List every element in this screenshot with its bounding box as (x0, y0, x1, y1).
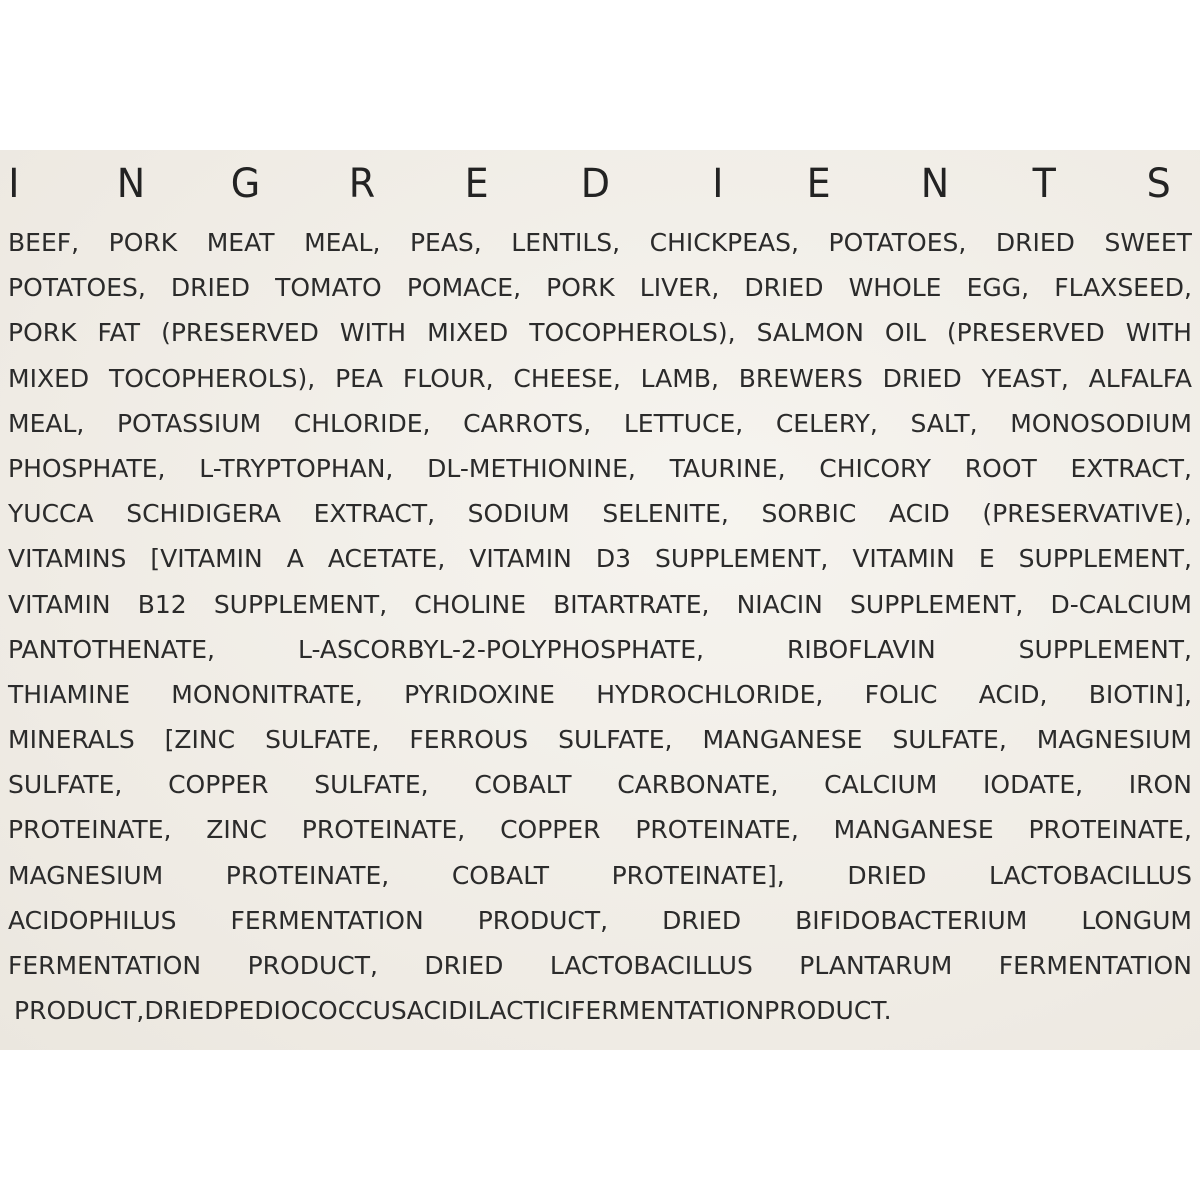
ingredient-word: LACTOBACILLUS (549, 951, 753, 980)
ingredients-list (8, 220, 1192, 1033)
ingredient-word: SUPPLEMENT, (213, 589, 388, 619)
ingredient-word: CELERY, (775, 408, 878, 438)
ingredient-word: (PRESERVATIVE), (982, 499, 1192, 529)
ingredient-word: FERMENTATION (998, 951, 1192, 980)
heading-letter: E (464, 161, 489, 207)
heading-letter: G (230, 161, 261, 207)
ingredient-line (8, 310, 1192, 355)
ingredient-word: SWEET (1104, 228, 1192, 257)
ingredient-word: ACIDILACTICI (406, 996, 572, 1026)
ingredient-word: MONOSODIUM (1010, 408, 1192, 438)
ingredient-word: L-ASCORBYL-2-POLYPHOSPHATE, (297, 634, 704, 664)
ingredient-word: ACID (888, 499, 950, 529)
ingredient-word: SCHIDIGERA (126, 499, 281, 529)
ingredient-word: PYRIDOXINE (404, 679, 555, 709)
ingredient-line (8, 853, 1192, 898)
ingredient-word: PROTEINATE, (635, 815, 799, 845)
ingredient-word: WHOLE (848, 273, 942, 303)
ingredient-word: PORK (546, 273, 615, 303)
ingredient-word: VITAMIN (852, 544, 955, 574)
ingredient-word: MEAL, (304, 228, 381, 257)
ingredient-word: ACETATE, (327, 544, 446, 574)
ingredient-word: EXTRACT, (1070, 453, 1192, 483)
ingredients-heading (0, 161, 1200, 207)
ingredient-word: TOCOPHEROLS), (108, 363, 316, 393)
ingredient-line (8, 491, 1192, 536)
ingredient-word: EXTRACT, (313, 499, 436, 529)
ingredient-word: LACTOBACILLUS (988, 860, 1192, 890)
ingredient-word: PLANTARUM (799, 951, 953, 980)
ingredient-word: PEDIOCOCCUS (223, 996, 407, 1026)
ingredient-line (8, 898, 1192, 943)
ingredient-word: PHOSPHATE, (8, 453, 166, 483)
ingredient-word: PORK (108, 228, 178, 257)
ingredient-word: VITAMIN (8, 589, 111, 619)
ingredient-word: SALMON (756, 318, 864, 348)
ingredient-word: DRIED (744, 273, 824, 303)
ingredient-word: POMACE, (406, 273, 522, 303)
ingredient-word: MINERALS (8, 725, 135, 755)
ingredient-word: EGG, (966, 273, 1030, 303)
ingredient-line (8, 582, 1192, 627)
ingredient-word: (PRESERVED (946, 318, 1105, 348)
ingredient-word: PROTEINATE, (225, 860, 390, 890)
ingredient-line (8, 401, 1192, 446)
ingredient-word: FERROUS (409, 725, 529, 755)
ingredient-word: BREWERS (738, 363, 863, 393)
ingredient-word: SUPPLEMENT, (1018, 544, 1192, 574)
ingredient-word: HYDROCHLORIDE, (596, 679, 824, 709)
ingredient-word: TAURINE, (669, 453, 786, 483)
ingredient-word: PROTEINATE, (301, 815, 466, 845)
ingredient-word: LAMB, (640, 363, 719, 393)
ingredient-word: DRIED (847, 860, 927, 890)
ingredient-line (8, 807, 1192, 852)
ingredient-word: POTATOES, (8, 273, 146, 303)
ingredient-word: OIL (884, 318, 926, 348)
ingredient-word: SUPPLEMENT, (1018, 634, 1192, 664)
ingredient-word: COPPER (500, 815, 601, 845)
ingredient-line (8, 762, 1192, 807)
ingredient-word: FLOUR, (402, 363, 494, 393)
ingredient-word: LIVER, (639, 273, 720, 303)
ingredient-word: MIXED (427, 318, 509, 348)
ingredient-word: FLAXSEED, (1054, 273, 1192, 303)
ingredient-word: PRODUCT, (14, 996, 145, 1026)
ingredient-word: BIFIDOBACTERIUM (795, 905, 1028, 935)
ingredient-word: SALT, (910, 408, 978, 438)
ingredient-word: D3 (595, 544, 631, 574)
ingredient-word: SULFATE, (314, 770, 429, 800)
ingredient-word: MIXED (8, 363, 90, 393)
ingredient-word: E (978, 544, 995, 574)
ingredient-word: FERMENTATION (230, 905, 424, 935)
ingredient-word: ZINC (206, 815, 267, 845)
ingredient-line (8, 717, 1192, 762)
ingredient-word: MONONITRATE, (171, 679, 363, 709)
ingredient-word: DRIED (882, 363, 962, 393)
ingredient-word: ROOT (964, 453, 1037, 483)
ingredient-word: CHLORIDE, (293, 408, 431, 438)
ingredient-word: THIAMINE (8, 679, 130, 709)
ingredient-word: SULFATE, (8, 770, 123, 800)
ingredient-line (8, 627, 1192, 672)
ingredient-word: DRIED (144, 996, 224, 1026)
ingredient-word: PROTEINATE, (8, 815, 172, 845)
ingredient-word: FAT (97, 318, 141, 348)
ingredient-word: SELENITE, (602, 499, 729, 529)
ingredient-line (8, 265, 1192, 310)
ingredient-word: D-CALCIUM (1050, 589, 1192, 619)
ingredient-word: SORBIC (761, 499, 857, 529)
ingredient-word: YUCCA (8, 499, 94, 529)
ingredient-word: BITARTRATE, (553, 589, 710, 619)
ingredient-word: POTATOES, (828, 228, 967, 257)
ingredient-word: POTASSIUM (116, 408, 262, 438)
ingredient-word: BEEF, (8, 228, 80, 257)
ingredient-word: MAGNESIUM (8, 860, 164, 890)
ingredient-word: ACIDOPHILUS (8, 905, 177, 935)
ingredient-word: WITH (339, 318, 407, 348)
ingredient-word: NIACIN (736, 589, 823, 619)
ingredient-word: DRIED (170, 273, 250, 303)
ingredient-word: SUPPLEMENT, (654, 544, 829, 574)
ingredient-line (8, 988, 1192, 1033)
ingredient-word: [VITAMIN (150, 544, 263, 574)
ingredient-word: (PRESERVED (161, 318, 319, 348)
ingredient-word: CHICORY (819, 453, 932, 483)
ingredient-word: ALFALFA (1088, 363, 1192, 393)
ingredient-word: DRIED (424, 951, 504, 980)
ingredient-word: TOCOPHEROLS), (529, 318, 736, 348)
ingredient-word: VITAMINS (8, 544, 127, 574)
ingredient-line (8, 220, 1192, 265)
ingredient-word: CALCIUM (824, 770, 938, 800)
ingredient-word: PANTOTHENATE, (8, 634, 215, 664)
heading-letter: D (580, 161, 611, 207)
ingredient-word: COBALT (474, 770, 572, 800)
ingredient-word: PORK (8, 318, 77, 348)
ingredient-word: IODATE, (983, 770, 1084, 800)
ingredient-word: PROTEINATE], (611, 860, 785, 890)
ingredient-word: TOMATO (275, 273, 382, 303)
ingredient-word: CHICKPEAS, (649, 228, 799, 257)
ingredient-word: MEAT (206, 228, 275, 257)
ingredient-word: L-TRYPTOPHAN, (199, 453, 394, 483)
ingredient-word: PEAS, (409, 228, 482, 257)
ingredient-word: PRODUCT. (764, 996, 892, 1026)
ingredient-word: SULFATE, (892, 725, 1007, 755)
ingredient-word: FERMENTATION (8, 951, 202, 980)
heading-letter: N (116, 161, 146, 207)
ingredient-word: MANGANESE (833, 815, 994, 845)
ingredient-word: B12 (137, 589, 187, 619)
ingredient-word: MAGNESIUM (1036, 725, 1192, 755)
ingredient-word: FERMENTATION (571, 996, 765, 1026)
heading-letter: T (1032, 161, 1056, 207)
ingredient-word: A (286, 544, 304, 574)
ingredient-word: RIBOFLAVIN (786, 634, 936, 664)
heading-letter: S (1146, 161, 1171, 207)
ingredients-label (0, 150, 1200, 1050)
heading-letter: I (712, 161, 724, 207)
ingredient-word: DRIED (662, 905, 742, 935)
ingredient-word: SULFATE, (265, 725, 380, 755)
ingredient-line (8, 943, 1192, 988)
ingredient-line (8, 536, 1192, 581)
ingredient-word: BIOTIN], (1088, 679, 1192, 709)
ingredient-word: FOLIC (864, 679, 938, 709)
ingredient-word: PROTEINATE, (1028, 815, 1192, 845)
ingredient-line (8, 672, 1192, 717)
ingredient-word: MEAL, (8, 408, 85, 438)
ingredient-word: SUPPLEMENT, (850, 589, 1024, 619)
ingredient-line (8, 356, 1192, 401)
ingredient-word: ACID, (978, 679, 1048, 709)
ingredient-word: DRIED (995, 228, 1075, 257)
ingredient-word: VITAMIN (469, 544, 572, 574)
ingredient-word: COPPER (168, 770, 269, 800)
ingredient-word: COBALT (451, 860, 549, 890)
ingredient-word: PEA (335, 363, 384, 393)
ingredient-word: LETTUCE, (623, 408, 744, 438)
ingredient-word: CARBONATE, (617, 770, 779, 800)
ingredient-word: CHEESE, (513, 363, 621, 393)
heading-letter: I (8, 161, 20, 207)
ingredient-line (8, 446, 1192, 491)
ingredient-word: PRODUCT, (477, 905, 609, 935)
ingredient-word: PRODUCT, (247, 951, 378, 980)
ingredient-word: CHOLINE (414, 589, 527, 619)
heading-letter: N (920, 161, 950, 207)
ingredient-word: LENTILS, (511, 228, 621, 257)
ingredient-word: IRON (1128, 770, 1192, 800)
heading-letter: R (348, 161, 376, 207)
ingredient-word: DL-METHIONINE, (427, 453, 636, 483)
ingredient-word: MANGANESE (702, 725, 863, 755)
ingredient-word: YEAST, (981, 363, 1069, 393)
ingredient-word: SULFATE, (558, 725, 673, 755)
ingredient-word: CARROTS, (463, 408, 592, 438)
ingredient-word: SODIUM (467, 499, 570, 529)
heading-letter: E (806, 161, 831, 207)
ingredient-word: [ZINC (164, 725, 236, 755)
ingredient-word: WITH (1125, 318, 1192, 348)
ingredient-word: LONGUM (1081, 905, 1192, 935)
